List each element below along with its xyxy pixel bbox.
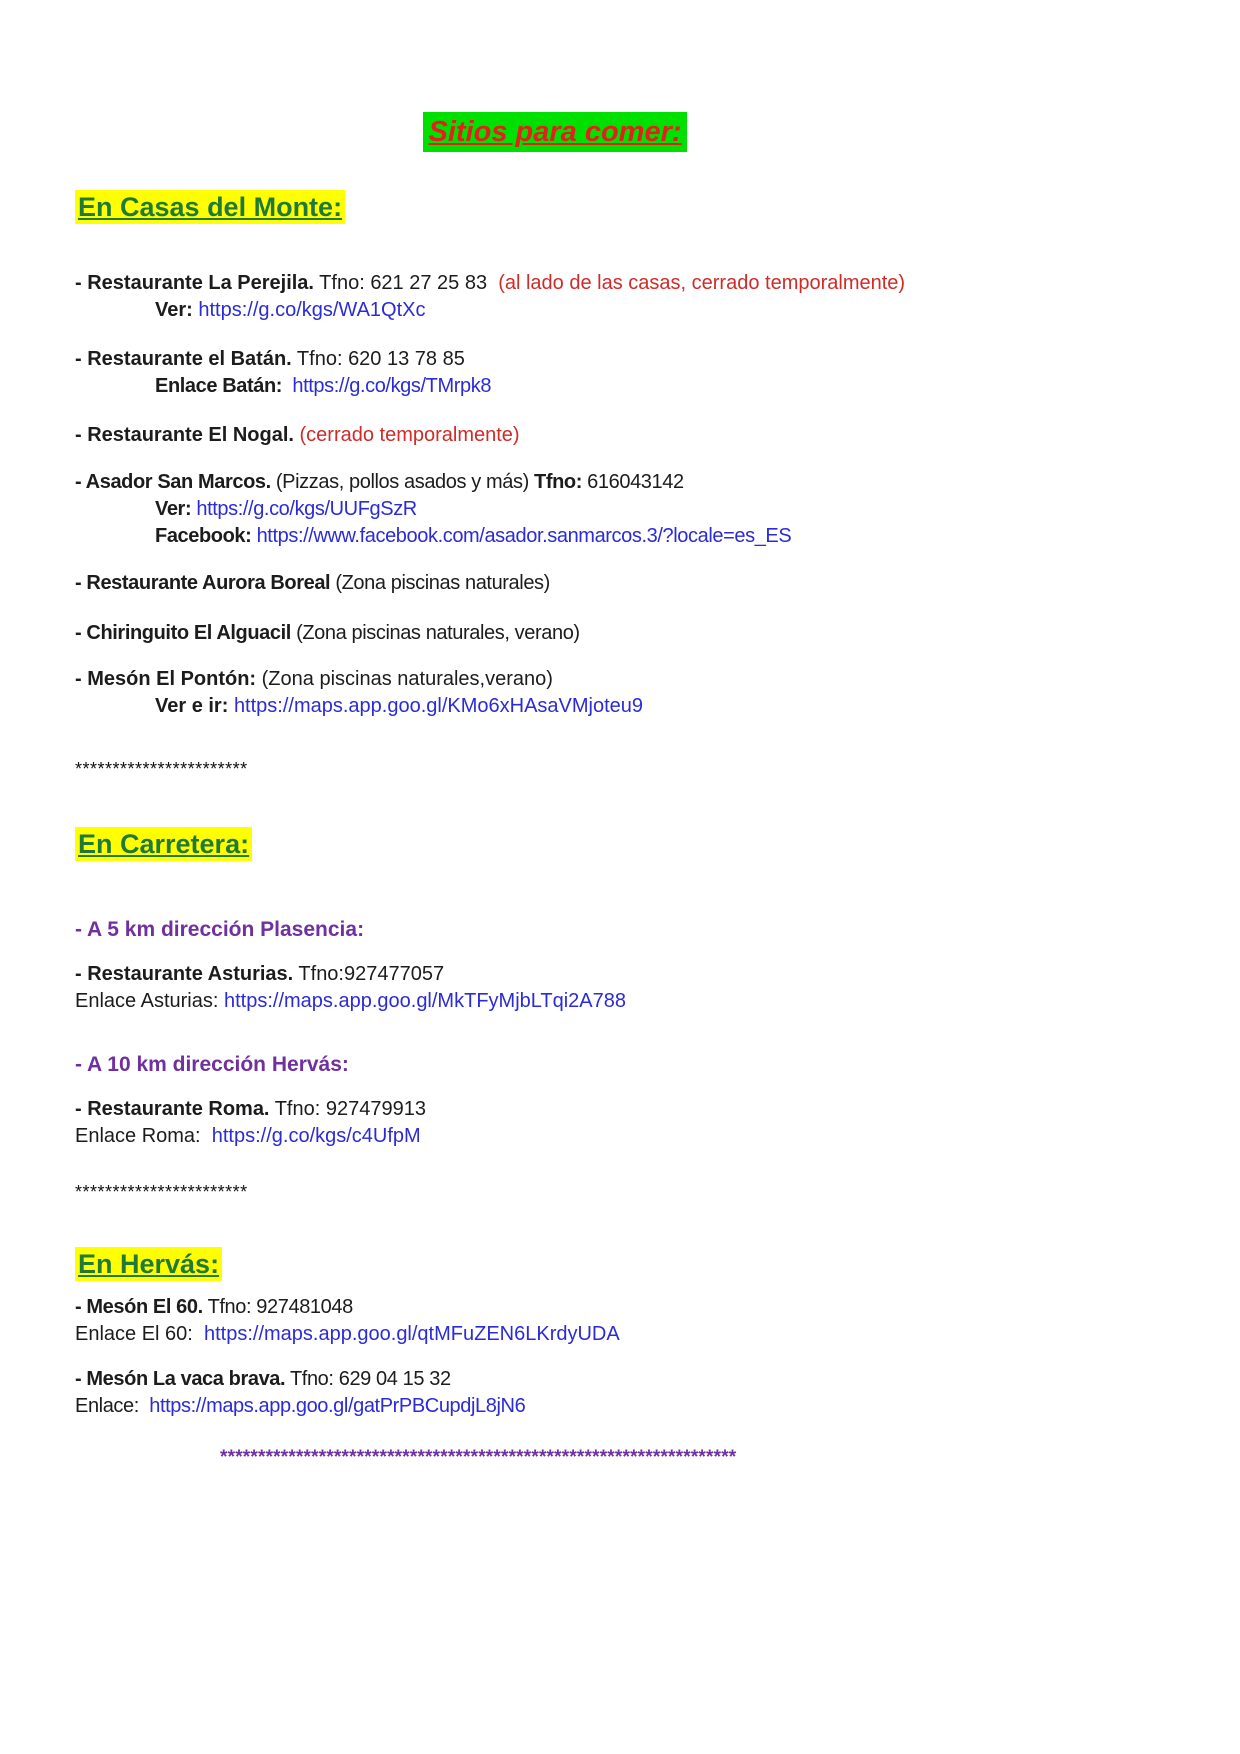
section-heading-row-carretera (75, 827, 1170, 861)
restaurant-phone: Tfno: 620 13 78 85 (291, 348, 465, 370)
el60-link[interactable]: https://maps.app.goo.gl/qtMFuZEN6LKrdyUDA (203, 1323, 620, 1345)
restaurant-line (75, 346, 1170, 373)
restaurant-description: (Zona piscinas naturales) (330, 572, 550, 594)
restaurant-entry-asador (75, 469, 1170, 550)
restaurant-name: - Asador San Marcos. (75, 471, 271, 493)
asador-link[interactable]: https://g.co/kgs/UUFgSzR (196, 498, 417, 520)
link-label: Enlace El 60: (75, 1323, 204, 1345)
link-label: Ver: (155, 299, 199, 321)
section-heading-carretera: En Carretera: (75, 827, 252, 861)
restaurant-entry-batan (75, 346, 1170, 400)
restaurant-name: - Chiringuito El Alguacil (75, 622, 291, 644)
section-heading-row-casas (75, 190, 1170, 224)
restaurant-phone: 616043142 (582, 471, 684, 493)
link-line (75, 1123, 1170, 1150)
ponton-link[interactable]: https://maps.app.goo.gl/KMo6xHAsaVMjoteu9 (233, 695, 644, 717)
restaurant-name: - Restaurante La Perejila. (75, 272, 314, 294)
section-heading-hervas: En Hervás: (75, 1247, 222, 1281)
restaurant-entry-chiringuito (75, 620, 1170, 647)
closed-note: (al lado de las casas, cerrado temporalmente) (498, 272, 906, 294)
restaurant-line (75, 1096, 1170, 1123)
restaurant-line (75, 570, 1170, 597)
restaurant-name: - Restaurante el Batán. (75, 348, 292, 370)
restaurant-name: - Mesón El Pontón: (75, 668, 257, 690)
restaurant-description: (Zona piscinas naturales, verano) (290, 622, 580, 644)
link-label: Enlace Roma: (75, 1125, 212, 1147)
roma-link[interactable]: https://g.co/kgs/c4UfpM (211, 1125, 421, 1147)
restaurant-line (75, 1366, 1170, 1393)
page-title: Sitios para comer: (423, 112, 686, 152)
restaurant-name: - Restaurante Aurora Boreal (75, 572, 331, 594)
restaurant-entry-perejila (75, 270, 1170, 324)
link-line (75, 988, 1170, 1015)
closed-note: (cerrado temporalmente) (299, 424, 520, 446)
restaurant-line (75, 961, 1170, 988)
link-label: Enlace: (75, 1395, 150, 1417)
restaurant-phone: Tfno: 927481048 (202, 1296, 353, 1318)
phone-label: Tfno: (534, 471, 583, 493)
vaca-brava-link[interactable]: https://maps.app.goo.gl/gatPrPBCupdjL8jN6 (149, 1395, 526, 1417)
link-line (75, 496, 1170, 523)
separator-asterisks: *********************** (75, 1182, 248, 1202)
link-line (75, 373, 1170, 400)
link-line (75, 297, 1170, 324)
footer-separator-asterisks: ******************************************************************** (220, 1447, 737, 1468)
link-line (75, 693, 1170, 720)
restaurant-line (75, 666, 1170, 693)
link-label: Ver: (155, 498, 197, 520)
restaurant-line (75, 469, 1170, 496)
link-label: Enlace Asturias: (75, 990, 224, 1012)
restaurant-name: - Restaurante El Nogal. (75, 424, 300, 446)
restaurant-phone: Tfno:927477057 (293, 963, 445, 985)
restaurant-line (75, 620, 1170, 647)
restaurant-entry-vaca-brava (75, 1366, 1170, 1420)
restaurant-line (75, 1294, 1170, 1321)
link-line (75, 1393, 1170, 1420)
batan-link[interactable]: https://g.co/kgs/TMrpk8 (292, 375, 492, 397)
perejila-link[interactable]: https://g.co/kgs/WA1QtXc (198, 299, 426, 321)
restaurant-line (75, 270, 1170, 297)
restaurant-description: (Pizzas, pollos asados y más) (270, 471, 535, 493)
restaurant-entry-asturias (75, 961, 1170, 1015)
restaurant-entry-roma (75, 1096, 1170, 1150)
link-line (75, 523, 1170, 550)
separator-asterisks: *********************** (75, 759, 248, 779)
restaurant-phone: Tfno: 629 04 15 32 (285, 1368, 451, 1390)
section-heading-row-hervas (75, 1247, 1170, 1281)
restaurant-phone: Tfno: 927479913 (269, 1098, 426, 1120)
restaurant-name: - Mesón El 60. (75, 1296, 203, 1318)
restaurant-phone: Tfno: 621 27 25 83 (313, 272, 499, 294)
subheading-hervas-direction: - A 10 km dirección Hervás: (75, 1053, 349, 1076)
restaurant-entry-nogal (75, 422, 1170, 449)
facebook-label: Facebook: (155, 525, 257, 547)
section-heading-casas: En Casas del Monte: (75, 190, 345, 224)
restaurant-description: (Zona piscinas naturales,verano) (256, 668, 553, 690)
subheading-plasencia: - A 5 km dirección Plasencia: (75, 918, 365, 941)
asador-facebook-link[interactable]: https://www.facebook.com/asador.sanmarcos.3/?locale=es_ES (256, 525, 792, 547)
restaurant-entry-el60 (75, 1294, 1170, 1348)
restaurant-entry-aurora (75, 570, 1170, 597)
link-line (75, 1321, 1170, 1348)
restaurant-entry-ponton (75, 666, 1170, 720)
asturias-link[interactable]: https://maps.app.goo.gl/MkTFyMjbLTqi2A788 (223, 990, 627, 1012)
restaurant-name: - Restaurante Roma. (75, 1098, 270, 1120)
restaurant-name: - Restaurante Asturias. (75, 963, 294, 985)
link-label: Ver e ir: (155, 695, 234, 717)
link-label: Enlace Batán: (155, 375, 293, 397)
restaurant-name: - Mesón La vaca brava. (75, 1368, 286, 1390)
restaurant-line (75, 422, 1170, 449)
title-row (75, 112, 1170, 152)
